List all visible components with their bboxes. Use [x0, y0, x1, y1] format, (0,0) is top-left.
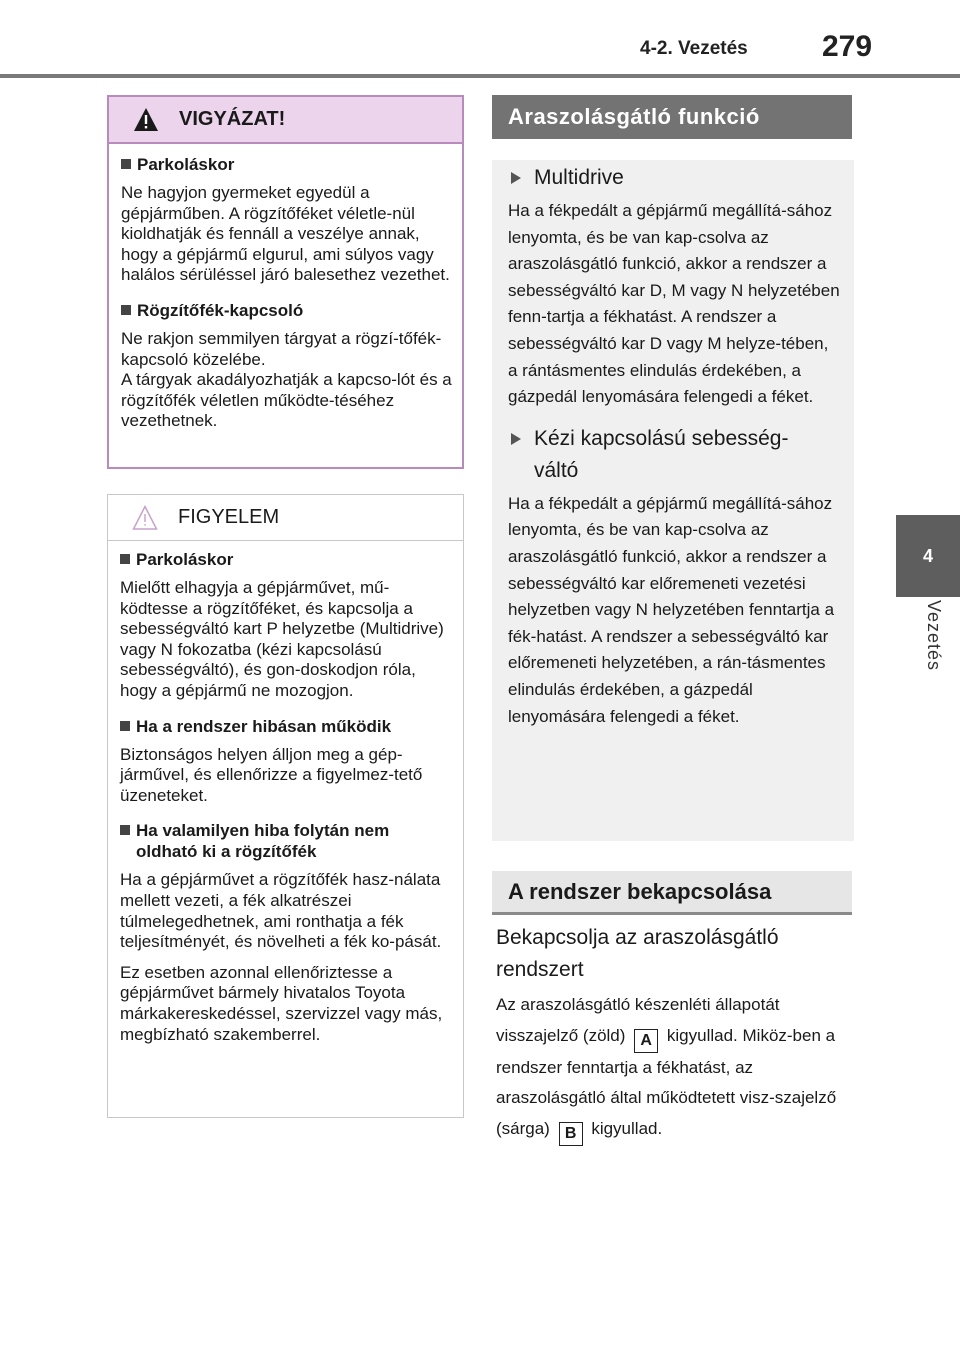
warning-heading-parking: Parkoláskor — [121, 154, 452, 175]
caution-text-release-failure: Ha a gépjárművet a rögzítőfék hasz-nálata mellett vezeti, a fék alkatrészei túlmelegedhetnek, ami ronthatja a fék teljesítményét, és növelheti a fék ko-pását. — [120, 870, 442, 952]
caution-text-malfunction: Biztonságos helyen álljon meg a gép-járművel, és ellenőrizze a figyelmez-tető üzeneteket. — [120, 744, 423, 805]
square-bullet-icon — [120, 721, 130, 731]
square-bullet-icon — [121, 159, 131, 169]
square-bullet-icon — [120, 825, 130, 835]
chapter-tab: 4 — [896, 515, 960, 597]
caution-triangle-icon — [132, 505, 158, 531]
caution-text-service: Ez esetben azonnal ellenőriztesse a gépjárművet bármely hivatalos Toyota márkakereskedéssel, szervizzel vagy más, megbízható szakemberrel. — [120, 962, 443, 1044]
warning-title-bar — [109, 97, 462, 144]
warning-triangle-icon — [133, 107, 159, 133]
section-heading-anti-creep: Araszolásgátló funkció — [492, 95, 852, 139]
square-bullet-icon — [121, 305, 131, 315]
indicator-key-b: B — [559, 1122, 583, 1146]
mode-text-multidrive: Ha a fékpedált a gépjármű megállítá-sához lenyomta, és be van kap-csolva az araszolásgátló funkció, akkor a rendszer a sebességváltó kar D, M vagy N helyzetében fenn-tartja a fékhatást. A rendszer a sebességváltó kar D vagy M helyze-tében, a rántásmentes elindulás érdekében, a gázpedál lenyomására felengedi a féket. — [508, 201, 840, 407]
mode-heading-manual: Kézi kapcsolású sebesség-váltó — [508, 423, 840, 487]
mode-text-manual: Ha a fékpedált a gépjármű megállítá-sához lenyomta, és be van kap-csolva az araszolásgátló funkció, akkor a rendszer a sebességváltó kar előremeneti vezetési helyzetben vagy N helyzetében fenntartja a fék-hatást. A rendszer a sebességváltó kar előremeneti helyzetében, a rán-tásmentes elindulás érdekében, a gázpedál lenyomására felengedi a féket. — [508, 493, 835, 726]
triangle-bullet-icon — [510, 172, 522, 184]
section-heading-activation: A rendszer bekapcsolása — [492, 871, 852, 915]
section-title: 4-2. Vezetés — [640, 38, 748, 59]
caution-heading-parking: Parkoláskor — [120, 549, 453, 570]
warning-text-switch: Ne rakjon semmilyen tárgyat a rögzí-tőfék-kapcsoló közelébe. A tárgyak akadályozhatják a kapcso-lót és a rögzítőfék véletlen működte-téséhez vezethetnek. — [121, 328, 452, 431]
caution-title-bar — [108, 495, 463, 541]
warning-text-parking: Ne hagyjon gyermeket egyedül a gépjárműben. A rögzítőféket véletle-nül kioldhatják és fennáll a veszélye annak, hogy a gépjármű elgurul, ami súlyos vagy halálos sérüléssel járó balesethez vezethet. — [121, 183, 450, 285]
caution-title: FIGYELEM — [178, 506, 280, 528]
caution-heading-release-failure: Ha valamilyen hiba folytán nem oldható ki a rögzítőfék — [120, 820, 453, 862]
warning-box — [107, 95, 464, 469]
page-number: 279 — [822, 30, 873, 63]
indicator-key-a: A — [634, 1029, 658, 1053]
triangle-bullet-icon — [510, 433, 522, 445]
activation-body: Az araszolásgátló készenléti állapotát visszajelző (zöld) A kigyullad. Miköz-ben a rendszer fenntartja a fékhatást, az araszolásgátló által működtetett visz-szajelző (sárga) B kigyullad. — [496, 990, 846, 1146]
square-bullet-icon — [120, 554, 130, 564]
warning-heading-switch: Rögzítőfék-kapcsoló — [121, 300, 452, 321]
chapter-label: Vezetés — [924, 600, 944, 672]
activation-lead: Bekapcsolja az araszolásgátló rendszert — [496, 926, 779, 981]
header-divider — [0, 74, 960, 78]
caution-heading-malfunction: Ha a rendszer hibásan működik — [120, 716, 453, 737]
caution-text-parking: Mielőtt elhagyja a gépjárművet, mű-ködtesse a rögzítőféket, és kapcsolja a sebességváltó kart P helyzetbe (Multidrive) vagy N fokozatba (kézi kapcsolású sebességváltó), és gon-doskodjon róla, hogy a gépjármű ne mozogjon. — [120, 578, 444, 700]
anti-creep-panel — [492, 160, 854, 841]
mode-heading-multidrive: Multidrive — [508, 162, 840, 194]
warning-title: VIGYÁZAT! — [179, 108, 286, 130]
caution-box — [107, 494, 464, 1118]
